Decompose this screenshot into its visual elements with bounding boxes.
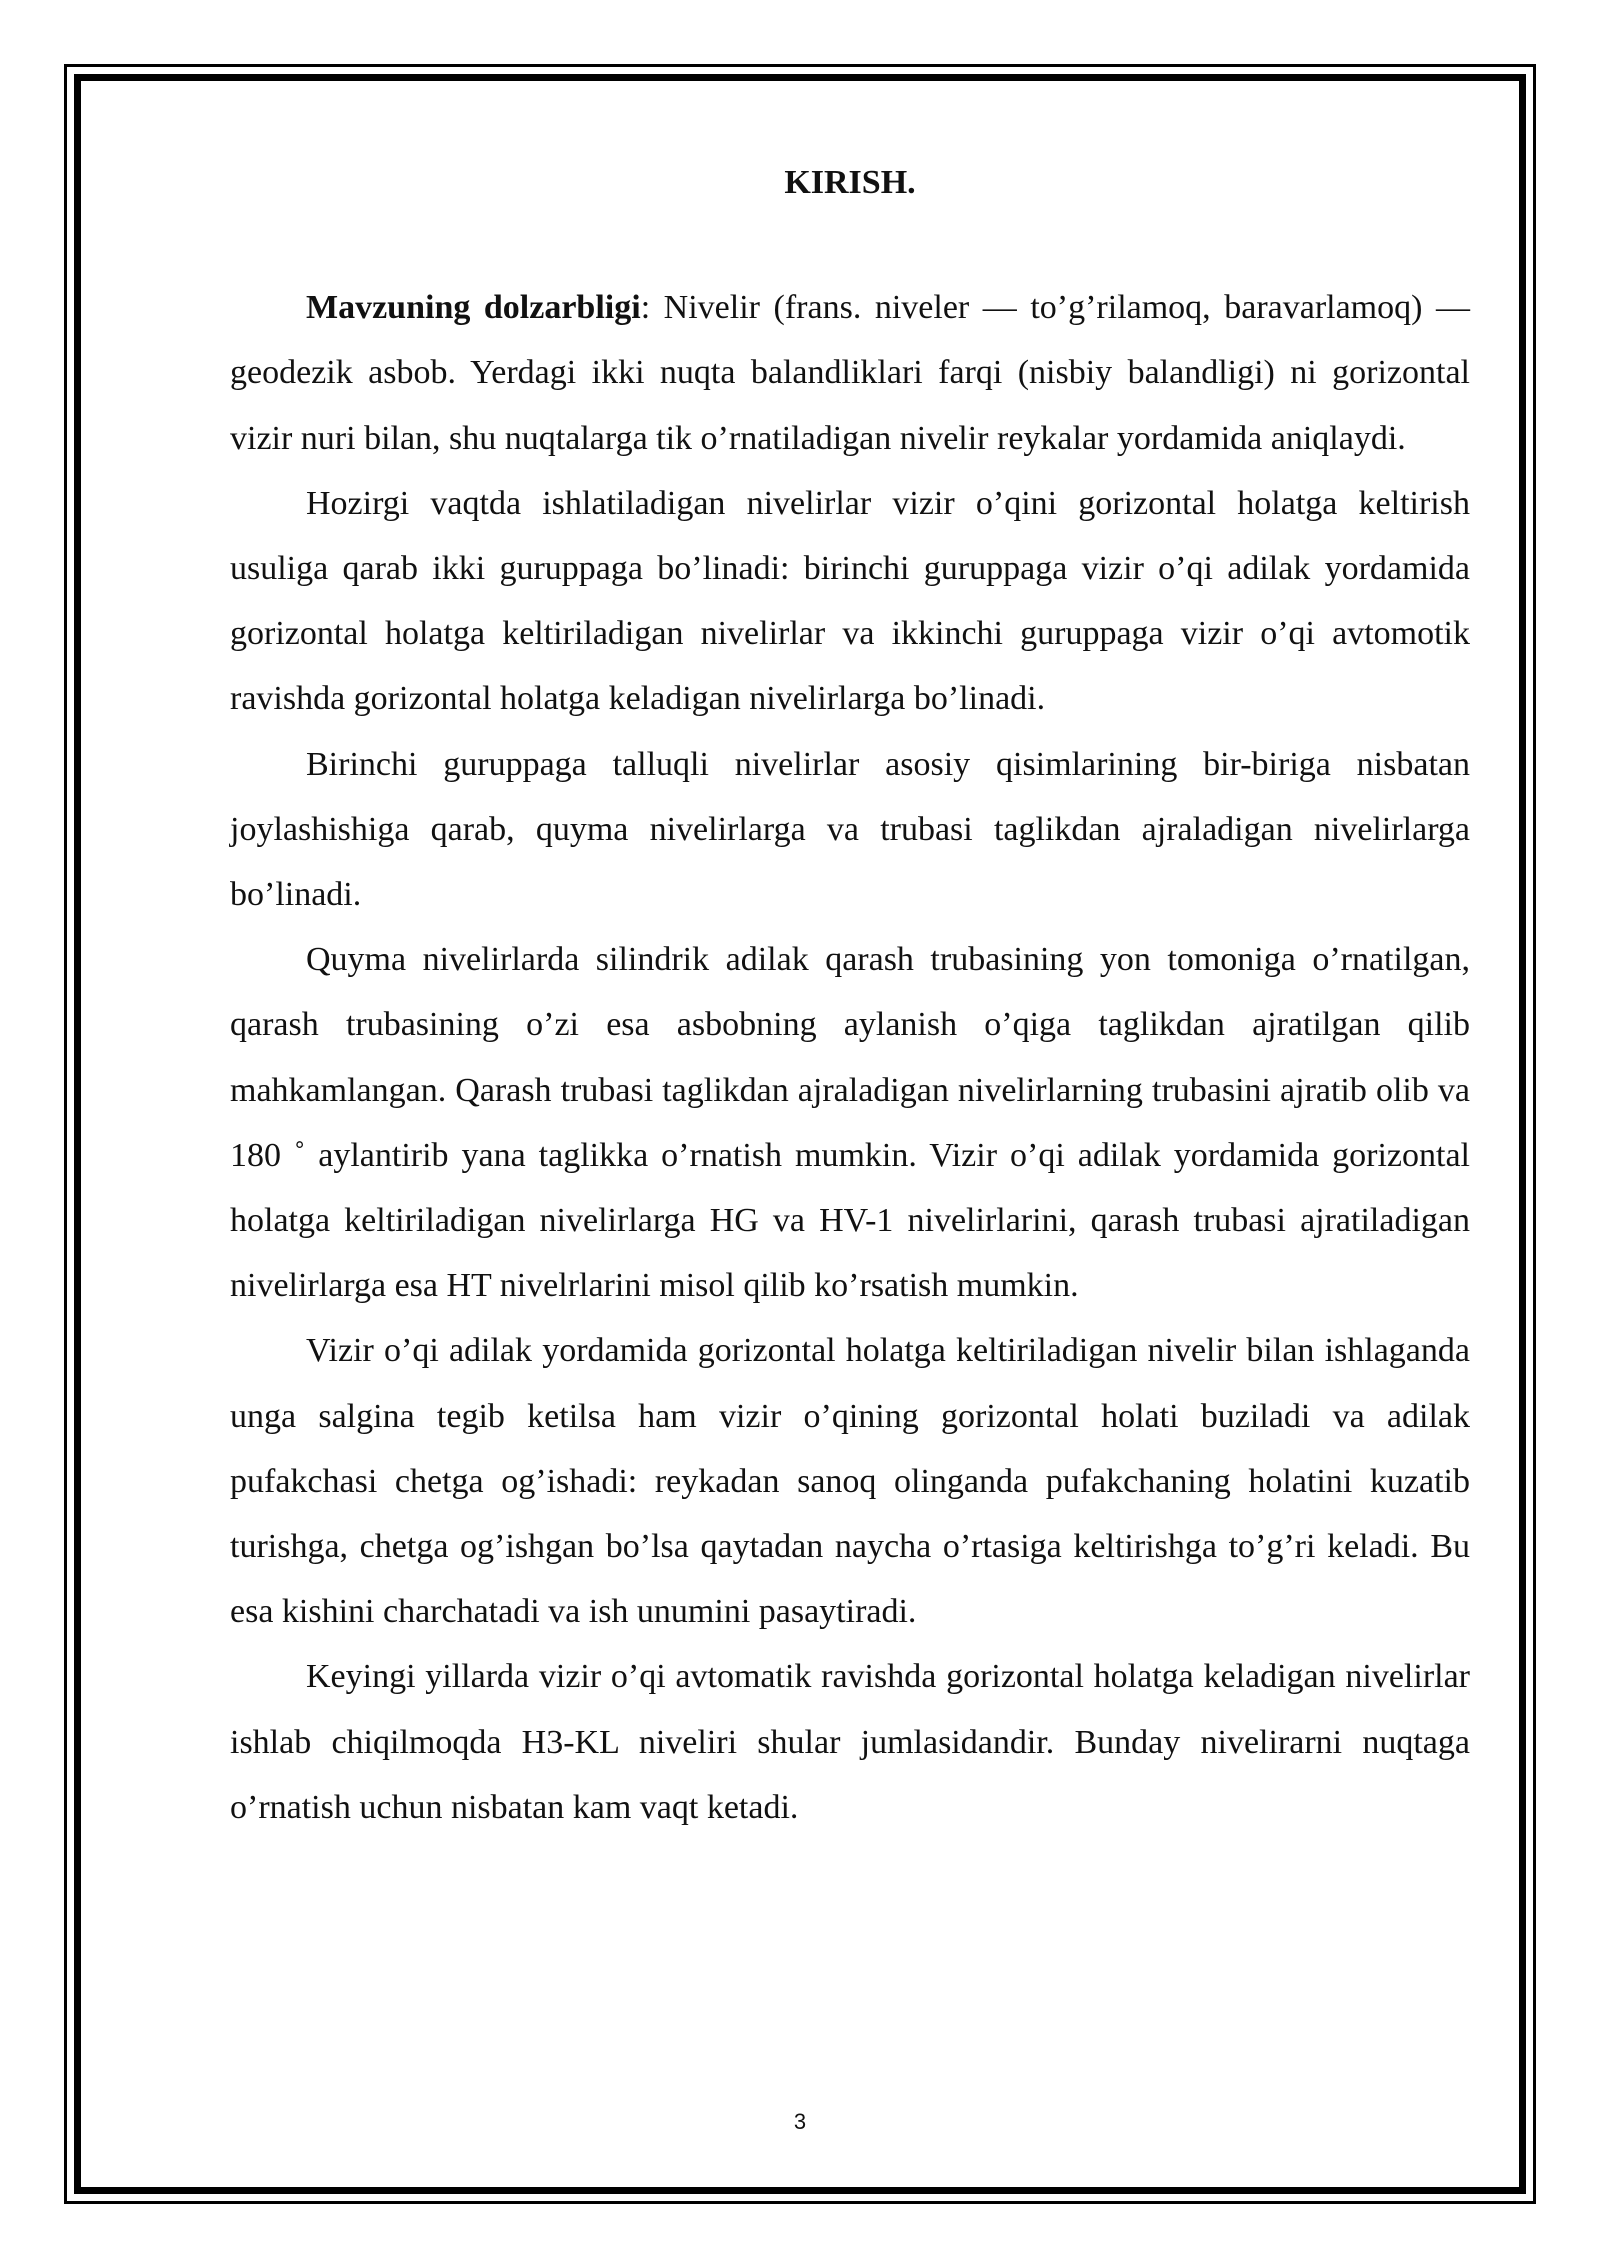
paragraph-keyingi [230, 1644, 1470, 1840]
paragraph-dolzarbligi [230, 275, 1470, 471]
paragraph-text: Birinchi guruppaga talluqli nivelirlar asosiy qisimlarining bir-biriga nisbatan joylashishiga qarab, quyma nivelirlarga va trubasi taglikdan ajraladigan nivelirlarga bo’linadi. [230, 745, 1470, 914]
paragraph-text: Keyingi yillarda vizir o’qi avtomatik ravishda gorizontal holatga keladigan nivelirlar ishlab chiqilmoqda H3-KL niveliri shular jumlasidandir. Bunday nivelirarni nuqtaga o’rnatish uchun nisbatan kam vaqt ketadi. [230, 1658, 1470, 1826]
paragraph-quyma [230, 927, 1470, 1318]
page-content [230, 150, 1470, 1840]
paragraph-lead: Mavzuning dolzarbligi [306, 289, 641, 327]
paragraph-text: Quyma nivelirlarda silindrik adilak qarash trubasining yon tomoniga o’rnatilgan, qarash trubasining o’zi esa asbobning aylanish o’qiga taglikdan ajratilgan qilib mahkamlangan. Qarash trubasi taglikdan ajraladigan nivelirlarning trubasini ajratib olib va 180 ˚ aylantirib yana taglikka o’rnatish mumkin. Vizir o’qi adilak yordamida gorizontal holatga keltiriladigan nivelirlarga HG va HV-1 nivelirlarini, qarash trubasi ajratiladigan nivelirlarga esa HT nivelrlarini misol qilib ko’rsatish mumkin. [230, 941, 1470, 1305]
paragraph-text: Vizir o’qi adilak yordamida gorizontal holatga keltiriladigan nivelir bilan ishlaganda unga salgina tegib ketilsa ham vizir o’qining gorizontal holati buziladi va adilak pufakchasi chetga og’ishadi: reykadan sanoq olinganda pufakchaning holatini kuzatib turishga, chetga og’ishgan bo’lsa qaytadan naycha o’rtasiga keltirishga to’g’ri keladi. Bu esa kishini charchatadi va ish unumini pasaytiradi. [230, 1332, 1470, 1631]
paragraph-text: Hozirgi vaqtda ishlatiladigan nivelirlar vizir o’qini gorizontal holatga keltirish usuliga qarab ikki guruppaga bo’linadi: birinchi guruppaga vizir o’qi adilak yordamida gorizontal holatga keltiriladigan nivelirlar va ikkinchi guruppaga vizir o’qi avtomotik ravishda gorizontal holatga keladigan nivelirlarga bo’linadi. [230, 484, 1470, 718]
paragraph-hozirgi [230, 471, 1470, 732]
page-number: 3 [793, 2109, 807, 2134]
paragraph-vizir [230, 1318, 1470, 1644]
page-title: KIRISH. [784, 164, 916, 201]
paragraph-text: : Nivelir (frans. niveler — to’g’rilamoq, baravarlamoq) — geodezik asbob. Yerdagi ikki nuqta balandliklari farqi (nisbiy balandligi) ni gorizontal vizir nuri bilan, shu nuqtalarga tik o’rnatiladigan nivelir reykalar yordamida aniqlaydi. [230, 289, 1470, 457]
paragraph-birinchi [230, 732, 1470, 928]
